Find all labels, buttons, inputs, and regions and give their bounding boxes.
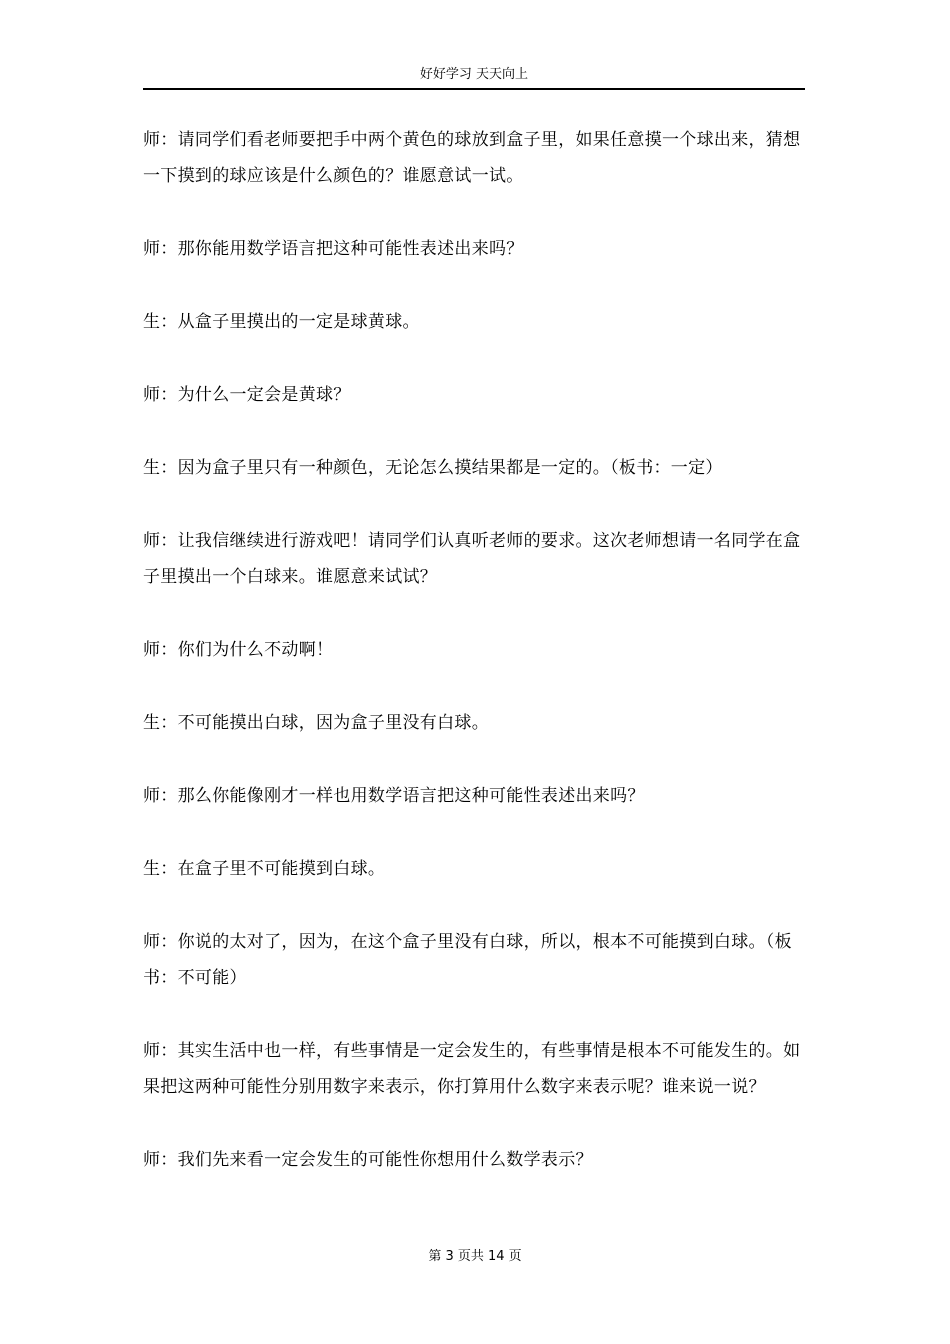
header-divider bbox=[143, 88, 805, 90]
paragraph: 师：那你能用数学语言把这种可能性表述出来吗？ bbox=[143, 239, 524, 259]
paragraph: 师：我们先来看一定会发生的可能性你想用什么数学表示？ bbox=[143, 1150, 593, 1170]
paragraph: 师：请同学们看老师要把手中两个黄色的球放到盒子里，如果任意摸一个球出来，猜想一下摸到的球应该是什么颜色的？谁愿意试一试。 bbox=[143, 130, 801, 186]
paragraph: 师：你说的太对了，因为，在这个盒子里没有白球，所以，根本不可能摸到白球。（板书：不可能） bbox=[143, 932, 792, 988]
page-header: 好好学习 天天向上 bbox=[419, 67, 529, 82]
paragraph: 生：在盒子里不可能摸到白球。 bbox=[143, 859, 386, 879]
paragraph: 师：其实生活中也一样，有些事情是一定会发生的，有些事情是根本不可能发生的。如果把这两种可能性分别用数字来表示，你打算用什么数字来表示呢？谁来说一说？ bbox=[143, 1041, 801, 1097]
paragraph: 生：因为盒子里只有一种颜色，无论怎么摸结果都是一定的。（板书：一定） bbox=[143, 458, 723, 478]
paragraph: 生：从盒子里摸出的一定是球黄球。 bbox=[143, 312, 420, 332]
paragraph: 师：你们为什么不动啊！ bbox=[143, 640, 334, 660]
document-body bbox=[143, 122, 808, 1215]
paragraph: 师：为什么一定会是黄球？ bbox=[143, 385, 351, 405]
paragraph: 生：不可能摸出白球，因为盒子里没有白球。 bbox=[143, 713, 489, 733]
page-footer: 第 3 页共 14 页 bbox=[428, 1249, 522, 1264]
paragraph: 师：让我信继续进行游戏吧！请同学们认真听老师的要求。这次老师想请一名同学在盒子里摸出一个白球来。谁愿意来试试？ bbox=[143, 531, 801, 587]
paragraph: 师：那么你能像刚才一样也用数学语言把这种可能性表述出来吗？ bbox=[143, 786, 645, 806]
